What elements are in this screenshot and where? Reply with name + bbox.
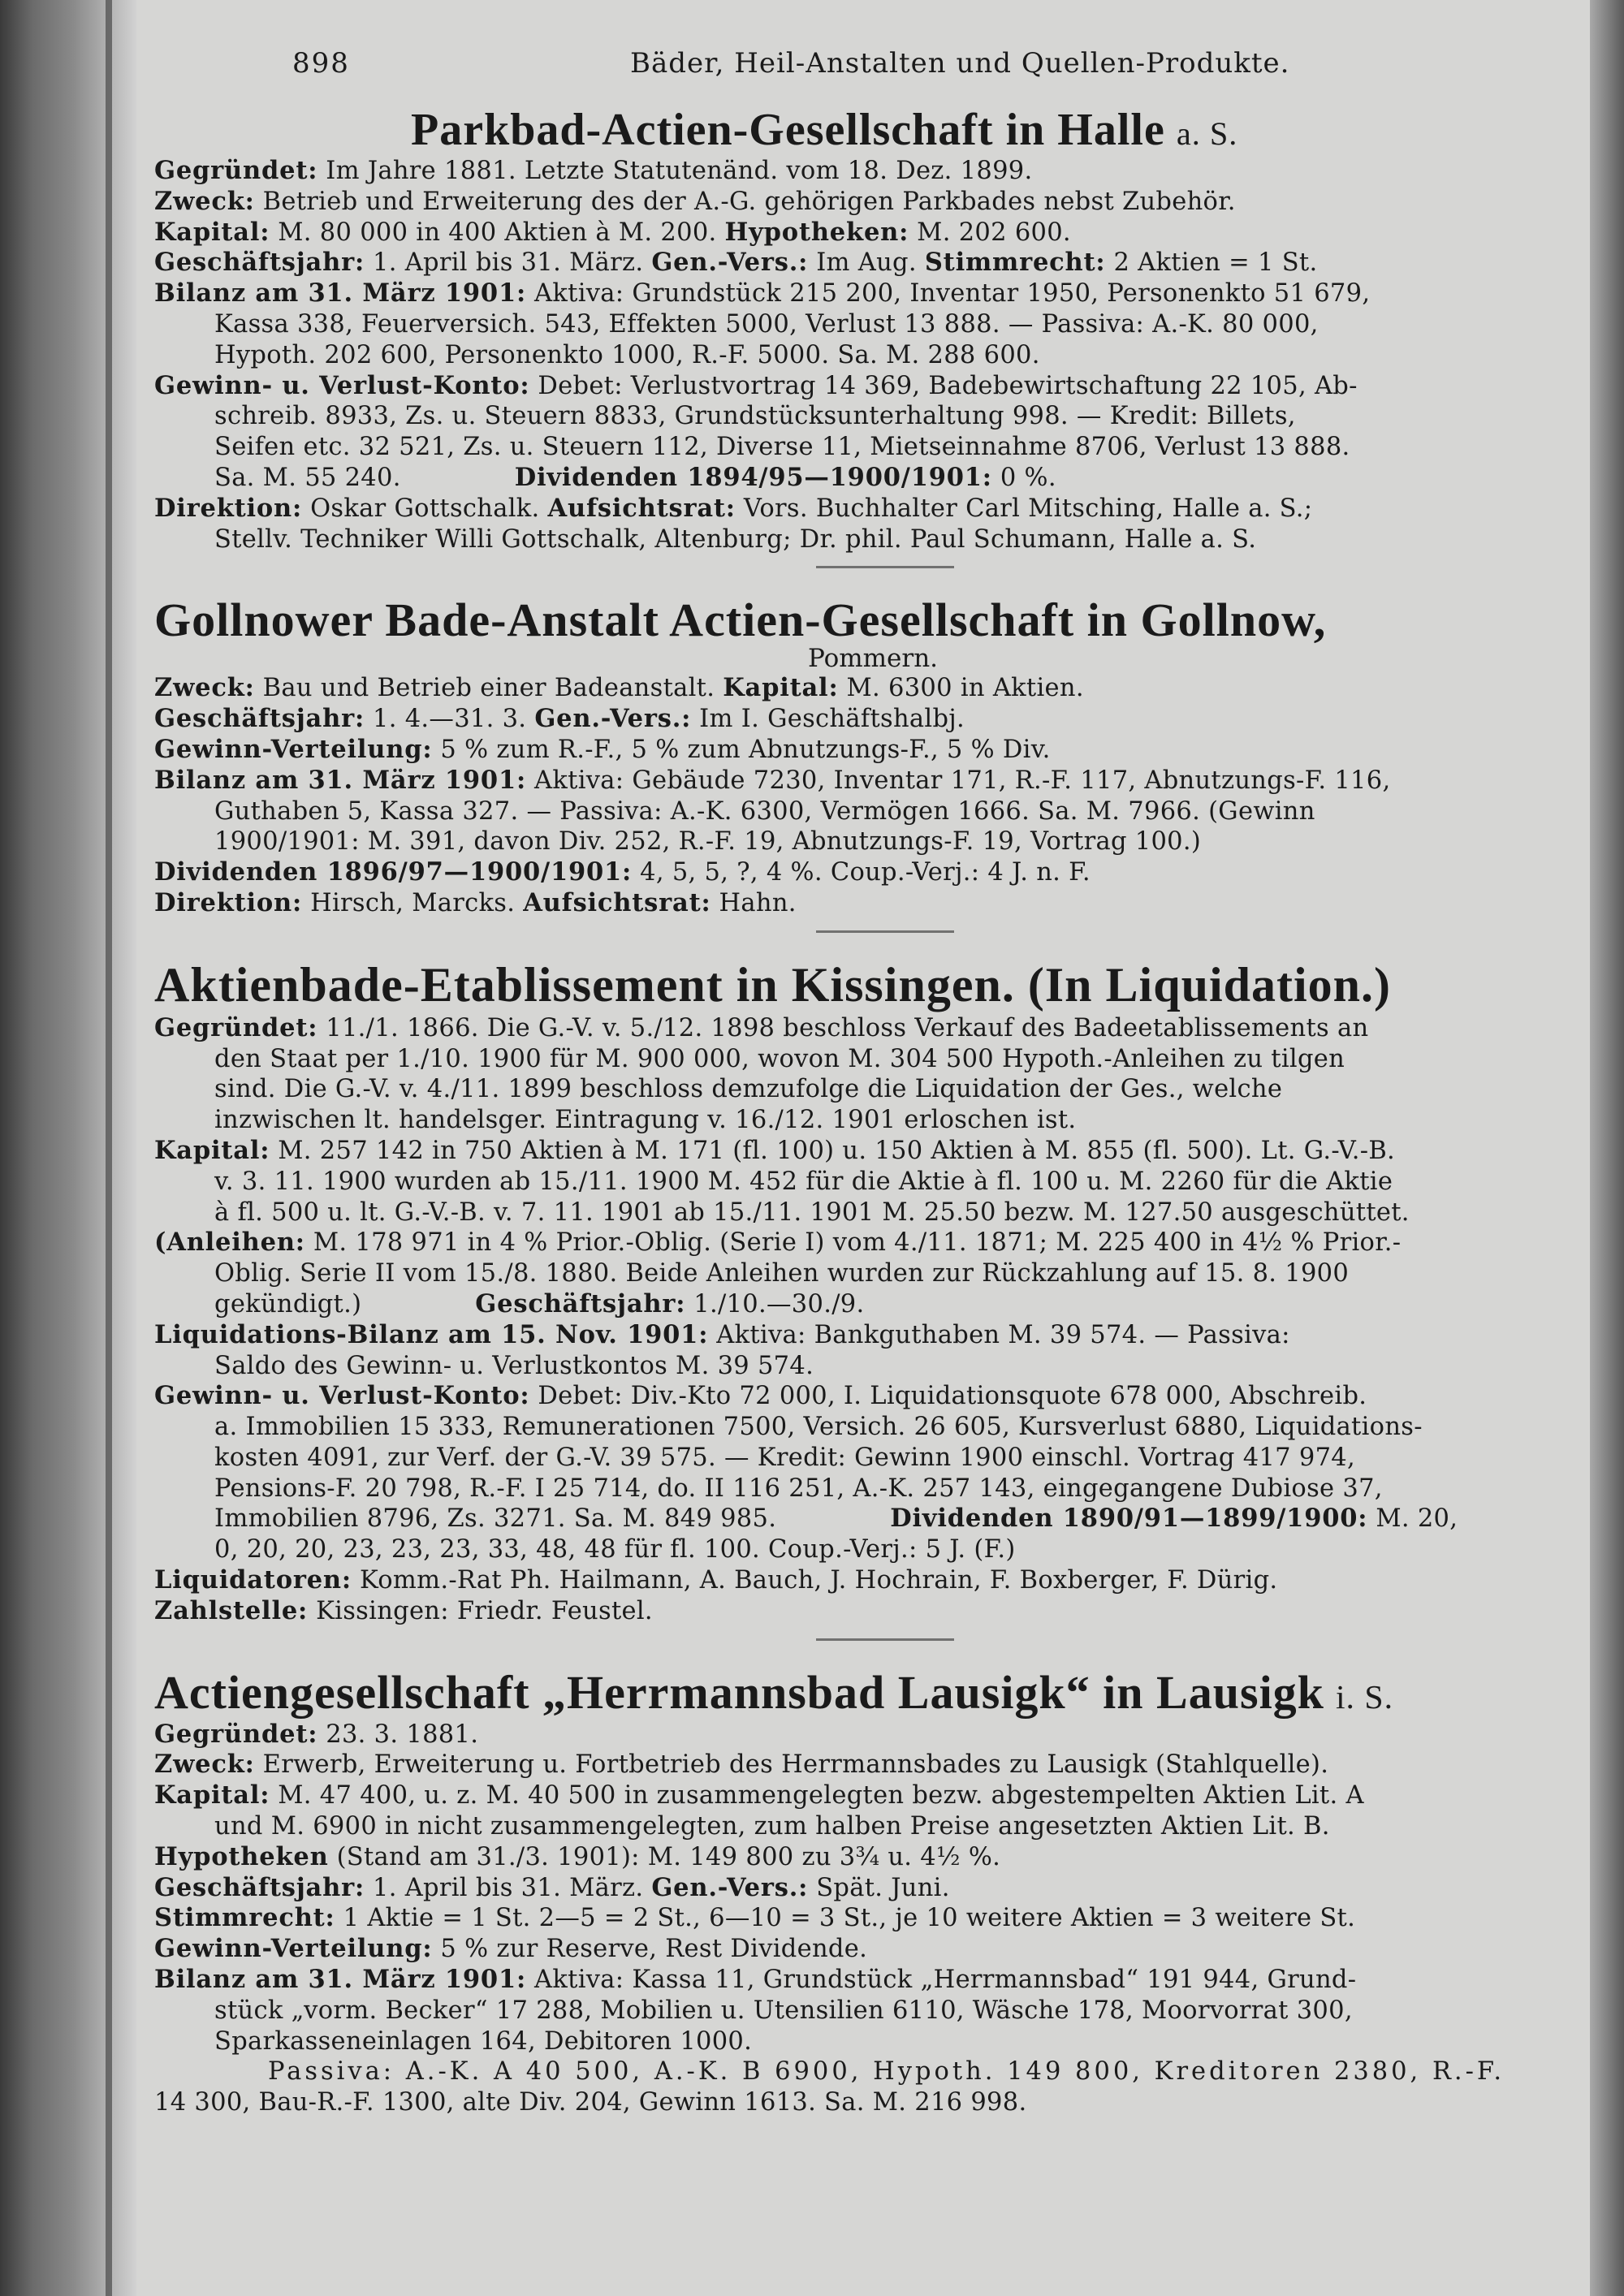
field-value: Aktiva: Grundstück 215 200, Inventar 1950, Personenkto 51 679, <box>526 279 1371 309</box>
field-value: Hirsch, Marcks. <box>302 888 524 917</box>
entry-line <box>154 1842 1592 1873</box>
field-label: Zweck: <box>154 673 255 703</box>
line-text: Sparkasseneinlagen 164, Debitoren 1000. <box>214 2026 753 2056</box>
entry-line <box>154 401 1592 432</box>
section-divider <box>816 1638 954 1641</box>
entry-line <box>154 766 1592 796</box>
field-value: M. 20, <box>1367 1504 1458 1534</box>
entry-line <box>154 1105 1592 1136</box>
field-label: Gewinn-Verteilung: <box>154 734 433 764</box>
line-text: Stellv. Techniker Willi Gottschalk, Altenburg; Dr. phil. Paul Schumann, Halle a. S. <box>214 524 1257 554</box>
entry-line <box>154 1965 1592 1996</box>
field-value: Kissingen: Friedr. Feustel. <box>308 1596 653 1625</box>
field-label: Gegründet: <box>154 1012 318 1042</box>
entry-line <box>154 1013 1592 1044</box>
field-label: (Anleihen: <box>154 1228 305 1258</box>
entry-line <box>154 1934 1592 1965</box>
field-value: M. 47 400, u. z. M. 40 500 in zusammengelegten bezw. abgestempelten Aktien Lit. A <box>270 1781 1364 1810</box>
field-label: Kapital: <box>154 217 270 247</box>
line-text: den Staat per 1./10. 1900 für M. 900 000, wovon M. 304 500 Hypoth.-Anleihen zu tilgen <box>214 1044 1345 1073</box>
field-label: Kapital: <box>154 1135 270 1165</box>
field-value: Aktiva: Bankguthaben M. 39 574. — Passiva: <box>708 1320 1290 1349</box>
field-value: 2 Aktien = 1 St. <box>1105 248 1318 278</box>
binding-edge <box>106 0 112 2296</box>
field-value: M. 80 000 in 400 Aktien à M. 200. <box>270 218 725 247</box>
company-name: Gollnower Bade-Anstalt Actien-Gesellschaft in Gollnow, <box>154 593 1327 647</box>
company-entry <box>154 1665 1592 2118</box>
entry-line <box>154 1044 1592 1075</box>
line-text: kosten 4091, zur Verf. der G.-V. 39 575. — Kredit: Gewinn 1900 einschl. Vortrag 417 974, <box>214 1443 1355 1472</box>
field-label: Gewinn- u. Verlust-Konto: <box>154 1381 530 1411</box>
entry-line <box>154 463 1592 494</box>
field-label: Kapital: <box>154 1780 270 1810</box>
entry-line <box>154 524 1592 555</box>
field-label: Zweck: <box>154 186 255 216</box>
entry-line <box>154 494 1592 524</box>
company-title <box>154 957 1592 1013</box>
field-label: Hypotheken: <box>724 217 909 247</box>
field-value: 5 % zum R.-F., 5 % zum Abnutzungs-F., 5 % Div. <box>432 735 1051 764</box>
field-label: Bilanz am 31. März 1901: <box>154 1965 527 1995</box>
entry-line <box>154 1565 1592 1596</box>
entry-line <box>154 278 1592 309</box>
line-text: Pensions-F. 20 798, R.-F. I 25 714, do. II 116 251, A.-K. 257 143, eingegangene Dubiose 37, <box>214 1474 1383 1503</box>
field-label: Direktion: <box>154 493 303 523</box>
entry-line <box>154 1074 1592 1105</box>
line-text: und M. 6900 in nicht zusammengelegten, zum halben Preise angesetzten Aktien Lit. B. <box>214 1812 1330 1841</box>
field-value: 4, 5, 5, ?, 4 %. Coup.-Verj.: 4 J. n. F. <box>632 858 1091 887</box>
line-text: schreib. 8933, Zs. u. Steuern 8833, Grundstücksunterhaltung 998. — Kredit: Billets, <box>214 402 1296 431</box>
field-value: Debet: Div.-Kto 72 000, I. Liquidationsquote 678 000, Abschreib. <box>529 1382 1367 1411</box>
entry-line <box>154 888 1592 919</box>
entry-line <box>154 857 1592 888</box>
line-text: v. 3. 11. 1900 wurden ab 15./11. 1900 M. 452 für die Aktie à fl. 100 u. M. 2260 für die Aktie <box>214 1167 1393 1196</box>
line-text: à fl. 500 u. lt. G.-V.-B. v. 7. 11. 1901 ab 15./11. 1901 M. 25.50 bezw. M. 127.50 ausgeschüttet. <box>214 1198 1410 1227</box>
line-text: 1900/1901: M. 391, davon Div. 252, R.-F. 19, Abnutzungs-F. 19, Vortrag 100.) <box>214 827 1202 857</box>
entry-line <box>154 1228 1592 1258</box>
field-value: Debet: Verlustvortrag 14 369, Badebewirtschaftung 22 105, Ab- <box>529 371 1358 400</box>
entry-line <box>154 1750 1592 1780</box>
section-divider <box>816 930 954 933</box>
company-entry <box>154 957 1592 1641</box>
entry-line <box>154 1320 1592 1351</box>
entry-line <box>154 1720 1592 1750</box>
entry-line <box>154 1412 1592 1443</box>
field-value: 5 % zur Reserve, Rest Dividende. <box>432 1935 868 1964</box>
entry-line <box>154 1351 1592 1382</box>
field-value: Hahn. <box>710 888 797 917</box>
line-text: Passiva: A.-K. A 40 500, A.-K. B 6900, Hypoth. 149 800, Kreditoren 2380, R.-F. <box>268 2057 1505 2087</box>
entry-line <box>154 1474 1592 1504</box>
company-name: Actiengesellschaft „Herrmannsbad Lausigk“ in Lausigk <box>154 1665 1324 1719</box>
field-value: Im I. Geschäftshalbj. <box>691 705 965 734</box>
field-value: 0 %. <box>991 463 1056 492</box>
line-text: sind. Die G.-V. v. 4./11. 1899 beschloss demzufolge die Liquidation der Ges., welche <box>214 1075 1283 1104</box>
entry-line <box>154 1596 1592 1627</box>
line-text: Seifen etc. 32 521, Zs. u. Steuern 112, Diverse 11, Mietseinnahme 8706, Verlust 13 888. <box>214 433 1350 462</box>
line-text: stück „vorm. Becker“ 17 288, Mobilien u. Utensilien 6110, Wäsche 178, Moorvorrat 300, <box>214 1996 1353 2025</box>
field-value: (Stand am 31./3. 1901): M. 149 800 zu 3¾ u. 4½ %. <box>328 1842 1001 1871</box>
line-text: Kassa 338, Feuerversich. 543, Effekten 5000, Verlust 13 888. — Passiva: A.-K. 80 000, <box>214 309 1319 339</box>
field-label: Zweck: <box>154 1750 255 1780</box>
field-value: M. 202 600. <box>909 218 1071 247</box>
field-label: Direktion: <box>154 887 303 917</box>
entry-line <box>154 340 1592 371</box>
page-edge-shadow <box>1590 0 1624 2296</box>
entry-line <box>154 1534 1592 1565</box>
entry-line <box>154 1811 1592 1842</box>
field-label: Stimmrecht: <box>154 1903 335 1933</box>
section-divider <box>816 566 954 568</box>
title-suffix: a. S. <box>1176 115 1238 152</box>
page-number: 898 <box>292 47 350 80</box>
entry-line <box>154 735 1592 766</box>
field-value: M. 257 142 in 750 Aktien à M. 171 (fl. 100) u. 150 Aktien à M. 855 (fl. 500). Lt. G.-V.-B. <box>270 1136 1396 1165</box>
line-text: gekündigt.) <box>214 1289 362 1318</box>
field-value: 11./1. 1866. Die G.-V. v. 5./12. 1898 beschloss Verkauf des Badeetablissements an <box>317 1013 1369 1042</box>
field-label: Geschäftsjahr: <box>475 1288 686 1318</box>
field-label: Gewinn-Verteilung: <box>154 1934 433 1964</box>
field-value: M. 178 971 in 4 % Prior.-Oblig. (Serie I) vom 4./11. 1871; M. 225 400 in 4½ % Prior.- <box>304 1228 1402 1258</box>
field-value: Bau und Betrieb einer Badeanstalt. <box>254 674 723 703</box>
title-suffix: i. S. <box>1335 1678 1394 1716</box>
page-header <box>154 36 1592 81</box>
field-value: Spät. Juni. <box>808 1873 950 1902</box>
field-label: Bilanz am 31. März 1901: <box>154 278 527 309</box>
field-label: Dividenden 1890/91—1899/1900: <box>890 1504 1368 1534</box>
field-value: 1./10.—30./9. <box>685 1289 865 1318</box>
field-label: Liquidatoren: <box>154 1565 352 1595</box>
entry-line <box>154 371 1592 402</box>
entry-line <box>154 2087 1592 2118</box>
field-value: Im Aug. <box>808 248 925 278</box>
entry-line <box>154 673 1592 704</box>
entry-line <box>154 1289 1592 1320</box>
company-subtitle: Pommern. <box>807 644 939 674</box>
field-label: Geschäftsjahr: <box>154 248 365 278</box>
field-value: 23. 3. 1881. <box>317 1720 479 1749</box>
field-value: Im Jahre 1881. Letzte Statutenänd. vom 18. Dez. 1899. <box>317 157 1033 185</box>
line-text: Immobilien 8796, Zs. 3271. Sa. M. 849 985. <box>214 1504 777 1534</box>
book-binding-shadow <box>0 0 136 2296</box>
entry-line <box>154 704 1592 735</box>
field-label: Liquidations-Bilanz am 15. Nov. 1901: <box>154 1319 709 1349</box>
field-value: Aktiva: Gebäude 7230, Inventar 171, R.-F. 117, Abnutzungs-F. 116, <box>526 766 1391 795</box>
field-label: Gen.-Vers.: <box>651 1872 809 1902</box>
line-text: Hypoth. 202 600, Personenkto 1000, R.-F. 5000. Sa. M. 288 600. <box>214 340 1040 369</box>
entry-line <box>154 1873 1592 1904</box>
running-head: Bäder, Heil-Anstalten und Quellen-Produkte. <box>630 47 1290 80</box>
field-value: Erwerb, Erweiterung u. Fortbetrieb des Herrmannsbades zu Lausigk (Stahlquelle). <box>254 1750 1329 1780</box>
field-label: Hypotheken <box>154 1841 329 1871</box>
entry-line <box>154 248 1592 278</box>
entry-line <box>154 796 1592 827</box>
entry-line <box>154 1443 1592 1474</box>
entry-line <box>154 826 1592 857</box>
company-name: Aktienbade-Etablissement in Kissingen. (In Liquidation.) <box>154 957 1391 1012</box>
entry-line <box>154 1167 1592 1198</box>
entry-line <box>154 309 1592 340</box>
field-label: Dividenden 1894/95—1900/1901: <box>514 462 992 492</box>
entry-line <box>154 1258 1592 1289</box>
entry-line <box>154 1136 1592 1167</box>
line-text: Guthaben 5, Kassa 327. — Passiva: A.-K. 6300, Vermögen 1666. Sa. M. 7966. (Gewinn <box>214 796 1315 826</box>
field-value: 1. 4.—31. 3. <box>365 705 535 734</box>
field-value: 1. April bis 31. März. <box>365 248 652 278</box>
field-value: M. 6300 in Aktien. <box>838 674 1084 703</box>
field-label: Kapital: <box>723 673 839 703</box>
field-label: Bilanz am 31. März 1901: <box>154 765 527 795</box>
field-label: Gewinn- u. Verlust-Konto: <box>154 370 530 400</box>
field-value: Oskar Gottschalk. <box>302 494 548 523</box>
entry-line <box>154 1903 1592 1934</box>
company-entry <box>154 104 1592 568</box>
line-text: Oblig. Serie II vom 15./8. 1880. Beide Anleihen wurden zur Rückzahlung auf 15. 8. 1900 <box>214 1259 1350 1288</box>
line-text: Saldo des Gewinn- u. Verlustkontos M. 39 574. <box>214 1351 814 1380</box>
field-label: Gen.-Vers.: <box>534 704 692 734</box>
field-label: Zahlstelle: <box>154 1595 309 1625</box>
field-label: Aufsichtsrat: <box>523 887 711 917</box>
entry-line <box>154 1996 1592 2026</box>
field-value: Vors. Buchhalter Carl Mitsching, Halle a. S.; <box>735 494 1313 523</box>
company-title <box>154 104 1592 156</box>
entry-line <box>154 1780 1592 1811</box>
line-text: a. Immobilien 15 333, Remunerationen 7500, Versich. 26 605, Kursverlust 6880, Liquidations- <box>214 1413 1423 1442</box>
field-label: Gegründet: <box>154 1719 318 1749</box>
field-value: 1 Aktie = 1 St. 2—5 = 2 St., 6—10 = 3 St., je 10 weitere Aktien = 3 weitere St. <box>335 1904 1356 1933</box>
company-title <box>154 1665 1592 1720</box>
field-label: Gen.-Vers.: <box>651 248 809 278</box>
line-text: 14 300, Bau-R.-F. 1300, alte Div. 204, Gewinn 1613. Sa. M. 216 998. <box>154 2088 1027 2117</box>
line-text: 0, 20, 20, 23, 23, 23, 33, 48, 48 für fl. 100. Coup.-Verj.: 5 J. (F.) <box>214 1535 1016 1564</box>
entry-line <box>154 218 1592 248</box>
field-value: 1. April bis 31. März. <box>365 1873 652 1902</box>
company-name: Parkbad-Actien-Gesellschaft in Halle <box>411 105 1165 155</box>
field-label: Aufsichtsrat: <box>547 493 736 523</box>
line-text: inzwischen lt. handelsger. Eintragung v. 16./12. 1901 erloschen ist. <box>214 1106 1077 1135</box>
field-label: Stimmrecht: <box>924 248 1106 278</box>
company-title <box>154 593 1592 647</box>
company-entry <box>154 593 1592 932</box>
entry-line <box>154 2056 1592 2087</box>
entry-line <box>154 1198 1592 1228</box>
entry-line <box>154 187 1592 218</box>
field-value: Komm.-Rat Ph. Hailmann, A. Bauch, J. Hochrain, F. Boxberger, F. Dürig. <box>351 1566 1278 1595</box>
entry-line <box>154 2026 1592 2057</box>
line-text: Sa. M. 55 240. <box>214 463 401 492</box>
field-label: Geschäftsjahr: <box>154 1872 365 1902</box>
field-label: Geschäftsjahr: <box>154 704 365 734</box>
field-label: Dividenden 1896/97—1900/1901: <box>154 857 633 887</box>
field-label: Gegründet: <box>154 156 318 185</box>
entry-line <box>154 432 1592 463</box>
entry-line <box>154 1504 1592 1534</box>
field-value: Aktiva: Kassa 11, Grundstück „Herrmannsbad“ 191 944, Grund- <box>526 1966 1357 1995</box>
entry-line <box>154 1381 1592 1412</box>
entry-line <box>154 156 1592 187</box>
field-value: Betrieb und Erweiterung des der A.-G. gehörigen Parkbades nebst Zubehör. <box>254 187 1236 216</box>
page-content <box>154 36 1592 2118</box>
